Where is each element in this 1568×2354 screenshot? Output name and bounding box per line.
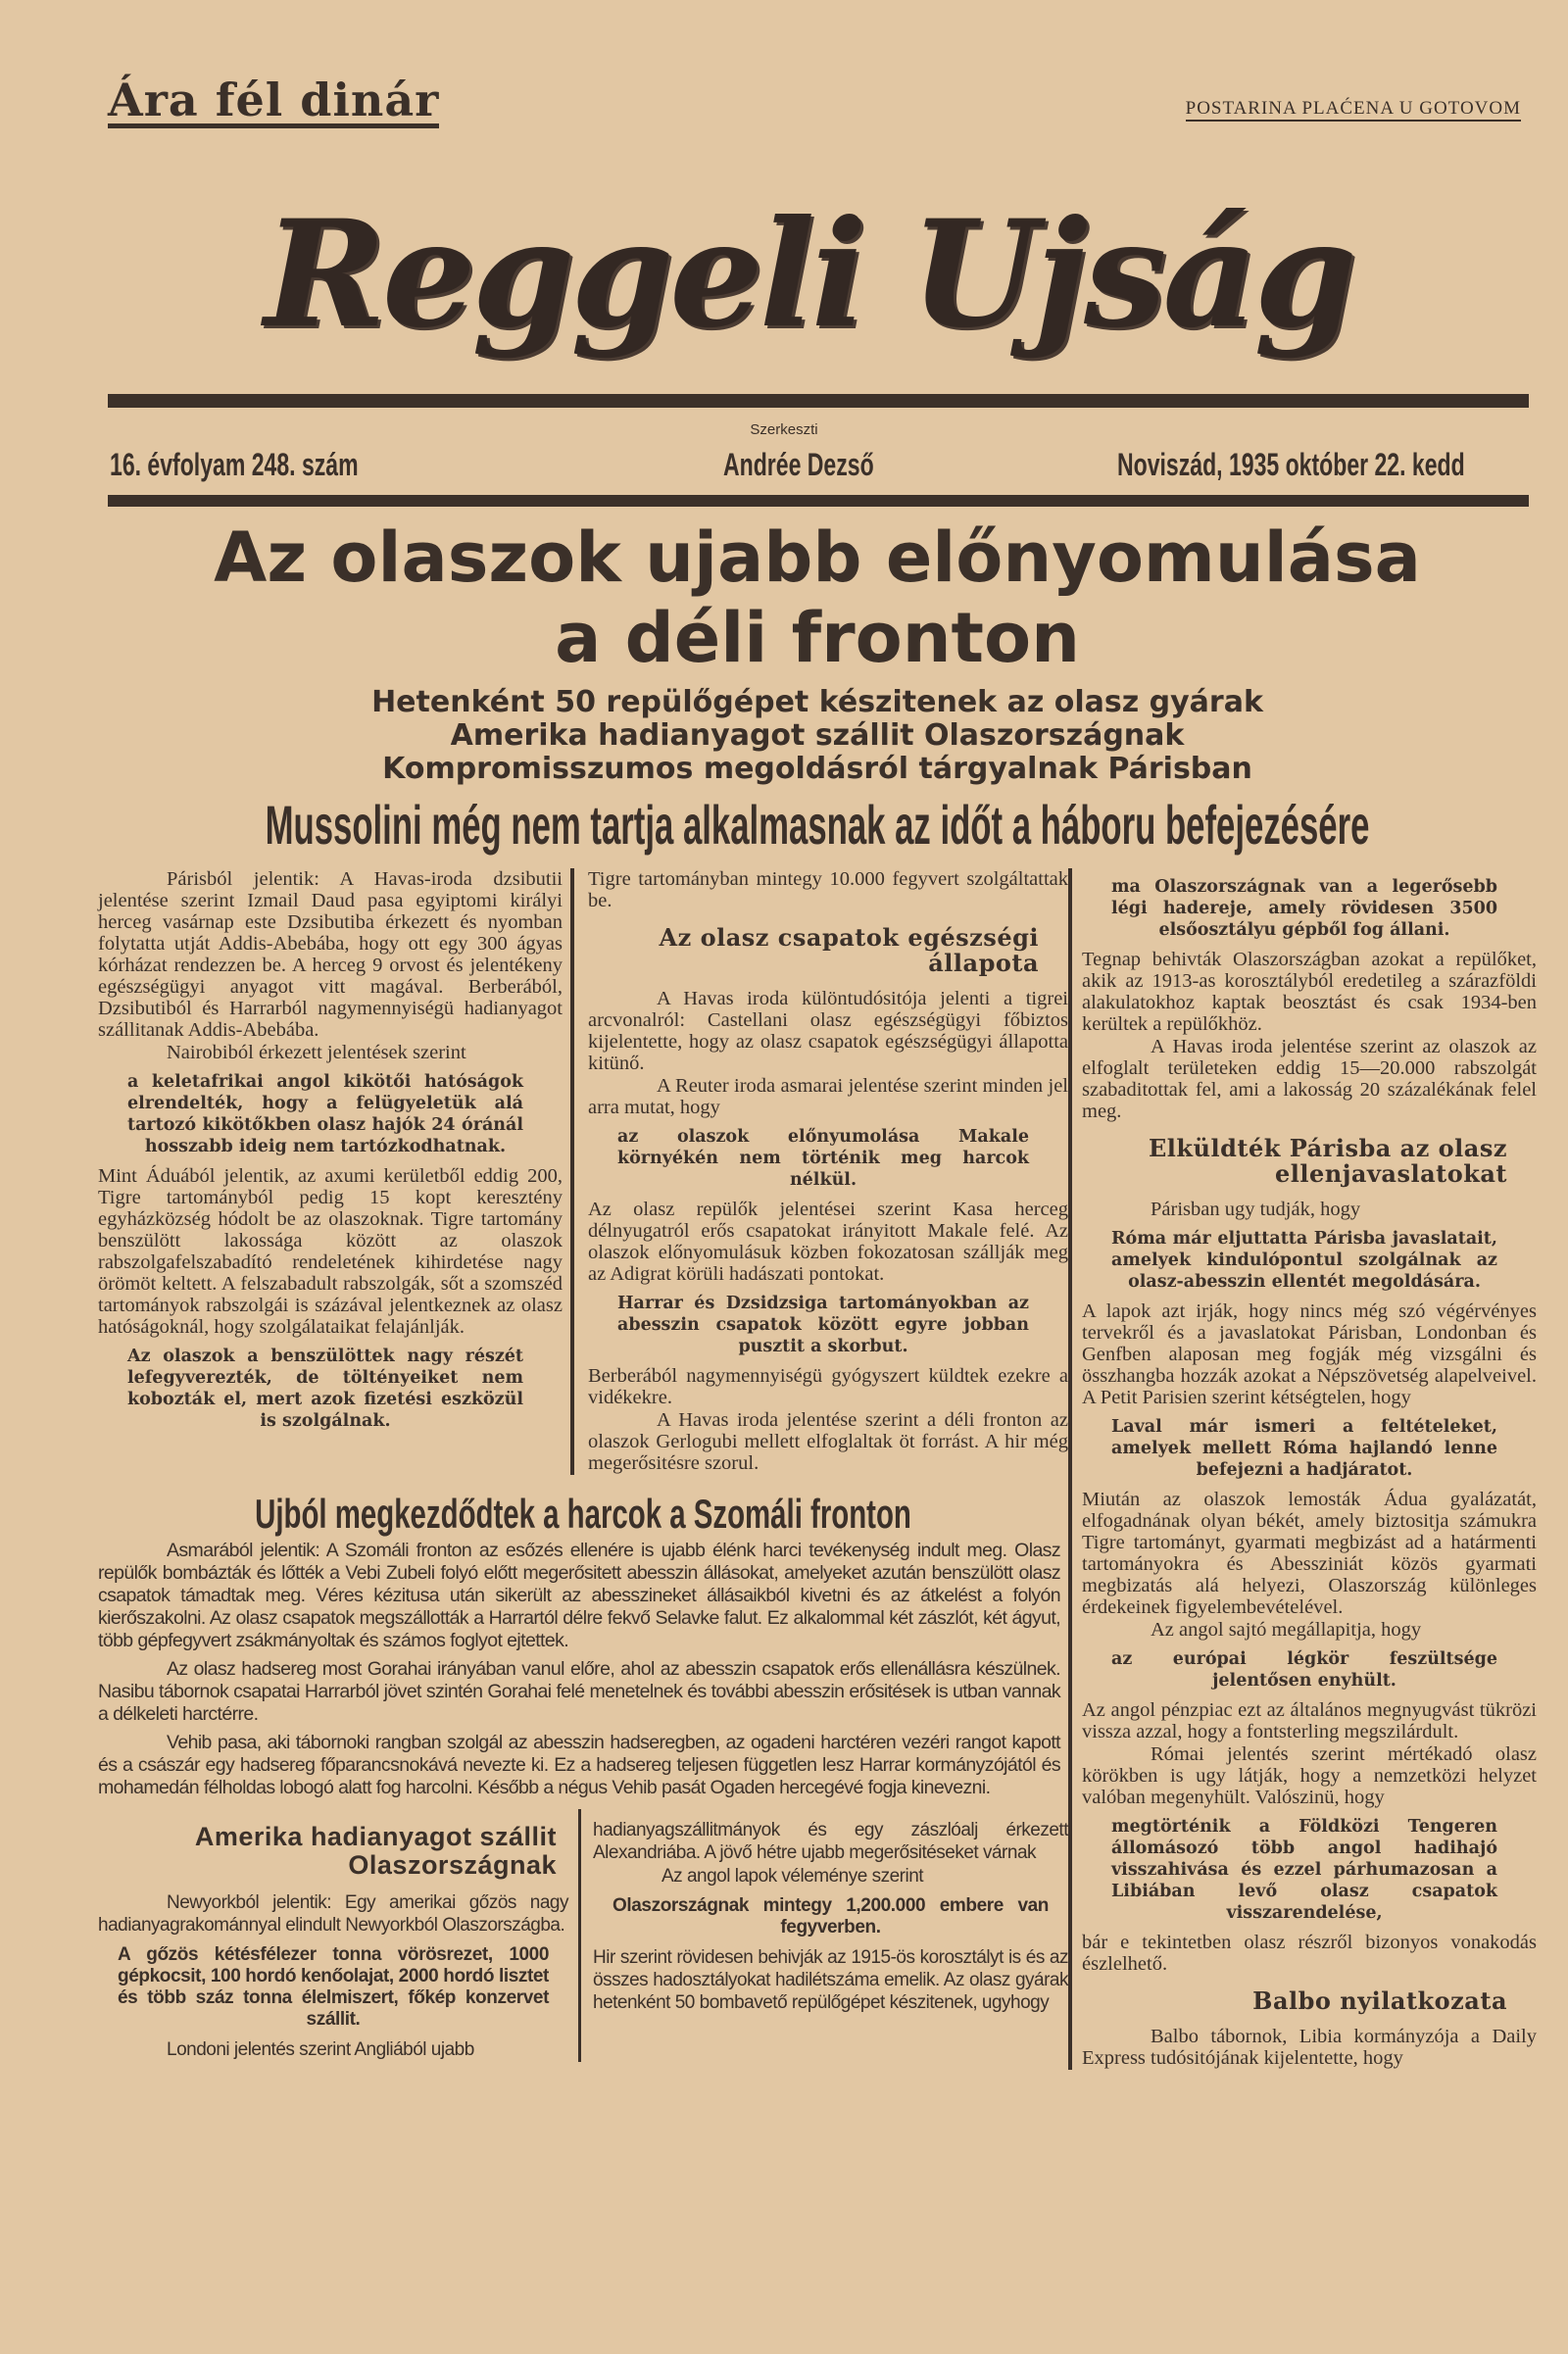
article-paragraph: Párisban ugy tudják, hogy xyxy=(1151,1199,1361,1220)
volume-number: 16. évfolyam 248. szám xyxy=(110,447,359,482)
somali-front-heading xyxy=(98,1491,1068,1540)
highlighted-paragraph: Olaszországnak mintegy 1,200.000 embere van fegyverben. xyxy=(612,1895,1049,1937)
highlighted-paragraph: megtörténik a Földközi Tengeren állomásozó több angol hadihajó visszahivása és ezzel párhumazosan a Libiában levő olasz csapatok visszarendelése, xyxy=(1111,1817,1497,1923)
postage-note: POSTARINA PLAĆENA U GOTOVOM xyxy=(1186,98,1521,122)
article-paragraph: A lapok azt irják, hogy nincs még szó végérvényes tervekről és a javaslatokat Párisban, Londonban és Genfben alaposan meg fogják még vizsgálni és összhangba hozzák azokat a Népszövetség alapelveivel. A Petit Parisien szerint kétségtelen, hogy xyxy=(1082,1300,1537,1408)
highlighted-paragraph: Az olaszok a benszülöttek nagy részét lefegyverezték, de töltényeiket nem kobozták el, mert azok fizetési eszközül is szolgálnak. xyxy=(127,1347,523,1431)
article-paragraph: Berberából nagymennyiségü gyógyszert küldtek ezekre a vidékekre. xyxy=(588,1365,1068,1408)
article-column-3 xyxy=(1068,868,1537,2070)
article-paragraph: A Havas iroda különtudósitója jelenti a tigrei arcvonalról: Castellani olasz egészségügyi főbiztos kijelentette, hogy az olasz csapatok egészségügyi állapotta kitünő. xyxy=(588,988,1068,1074)
subheadline: Hetenként 50 repülőgépet készitenek az olasz gyárak xyxy=(371,685,1263,719)
article-paragraph: Miután az olaszok lemosták Ádua gyalázatát, elfogadnának olyan békét, amely biztositja számukra Tigre tartományt, gyarmati megbizást ad a határmenti tartományokra és Abessziniát közös gyarmati megbizatás alá helyezi, Olaszország különleges érdekeinek figyelembevételével. xyxy=(1082,1489,1537,1618)
section-heading: Amerika hadianyagot szállit Olaszországnak xyxy=(194,1822,557,1880)
article-paragraph: bár e tekintetben olasz részről bizonyos vonakodás észlelhető. xyxy=(1082,1932,1537,1975)
section-heading: Elküldték Párisba az olasz ellenjavaslatokat xyxy=(1149,1134,1507,1188)
america-article-column-continued xyxy=(578,1809,1068,2062)
highlighted-paragraph: A gőzös kétésfélezer tonna vörösrezet, 1000 gépkocsit, 100 hordó kenőolajat, 2000 hordó lisztet és több száz tonna élelmiszert, főkép konzervet szállit. xyxy=(118,1944,549,2030)
highlighted-paragraph: az európai légkör feszültsége jelentősen enyhült. xyxy=(1111,1649,1497,1691)
deck-headline: Mussolini még nem tartja alkalmasnak az időt a háboru befejezésére xyxy=(265,794,1370,856)
price-label: Ára fél dinár xyxy=(108,74,440,126)
article-paragraph: Az olasz repülők jelentései szerint Kasa herceg délnyugatról erős csapatokat irányitott Makale felé. Az olaszok előnyomulásuk közben fokozatosan szállják meg az Adigrat körüli hadászati pontokat. xyxy=(588,1199,1068,1285)
section-heading: Az olasz csapatok egészségi állapota xyxy=(659,923,1039,977)
upper-columns-row xyxy=(98,868,1068,1475)
headline-line: a déli fronton xyxy=(555,598,1080,678)
article-column-2 xyxy=(570,868,1068,1475)
highlighted-paragraph: Róma már eljuttatta Párisba javaslatait, amelyek kindulópontul szolgálnak az olasz-abesszin ellentét megoldására. xyxy=(1111,1229,1497,1292)
article-paragraph: Asmarából jelentik: A Szomáli fronton az esőzés ellenére is ujabb élénk harci tevékenység indult meg. Olasz repülők bombázták és lőtték a Vebi Zubeli folyó előtt megerősitett abesszin állásokat, amelyeket azután benszülött olasz csapatok támadtak meg. Véres kézitusa után sikerült az abesszineket állásaikból kivetni és az átkelést a folyón kierőszakolni. Az olasz csapatok megszállották a Harrartól délre fekvő Selavke falut. Ez alkalommal két zászlót, két ágyut, több gépfegyvert zsákmányoltak és számos foglyot ejtettek. xyxy=(98,1540,1060,1651)
article-paragraph: Vehib pasa, aki tábornoki rangban szolgál az abesszin hadseregben, az ogadeni harctéren vezéri rangot kapott és a császár egy hadsereg főparancsnokává nevezte ki. Ez a hadsereg teljesen független lesz Harrar kormányzójától és mohamedán félholdas lobogó alatt fog harcolni. Később a négus Vehib pasát Ogaden hercegévé fogja kinevezni. xyxy=(98,1732,1060,1798)
left-article-area xyxy=(98,868,1068,2062)
america-article-column xyxy=(98,1809,578,2062)
article-paragraph: Tegnap behivták Olaszországban azokat a repülőket, akik az 1913-as korosztályból eredetileg a szárazföldi alakulatokhoz kaptak beosztást és csak 1934-ben kerültek a repülőkhöz. xyxy=(1082,949,1537,1035)
highlighted-paragraph: Laval már ismeri a feltételeket, amelyek mellett Róma hajlandó lenne befejezni a hadjáratot. xyxy=(1111,1417,1497,1480)
article-paragraph: Az angol pénzpiac ezt az általános megnyugvást tükrözi vissza azzal, hogy a fontsterling megszilárdult. xyxy=(1082,1699,1537,1742)
main-headline xyxy=(98,517,1537,678)
article-paragraph: Párisból jelentik: A Havas-iroda dzsibutii jelentése szerint Izmail Daud pasa egyiptomi királyi herceg vasárnap este Dzsibutiba érkezett és nyomban folytatta utját Addis-Abebába, hogy ott egy 300 ágyas kórházat rendezzen be. A herceg 9 orvost és jelentékeny egészségügyi anyagot vitt magával. Berberából, Dzsibutiból és Harrarból nagymennyiségü hadianyagot szállitanak Addis-Abebába. xyxy=(98,868,563,1041)
highlighted-paragraph: az olaszok előnyumolása Makale környékén nem történik meg harcok nélkül. xyxy=(617,1127,1029,1190)
article-paragraph: A Reuter iroda asmarai jelentése szerint minden jel arra mutat, hogy xyxy=(588,1075,1068,1118)
article-paragraph: Balbo tábornok, Libia kormányzója a Daily Express tudósitójának kijelentette, hogy xyxy=(1082,2026,1537,2069)
subheadline: Amerika hadianyagot szállit Olaszországnak xyxy=(450,718,1185,753)
subheadlines xyxy=(98,686,1537,786)
article-columns xyxy=(98,868,1537,2070)
article-paragraph: Mint Áduából jelentik, az axumi kerületből eddig 200, Tigre tartományból pedig 15 kopt keresztény egyházközség hódolt be az olaszoknak. Tigre tartomány benszülött lakossága között az olaszok rabszolgafelszabadító rendeletének kihirdetése nagy örömöt keltett. A felszabadult rabszolgák, sőt a szomszéd tartományok rabszolgái is százával jelentkeznek az olasz hatóságoknál, hogy szolgálataikat felajánlják. xyxy=(98,1165,563,1338)
article-paragraph: Newyorkból jelentik: Egy amerikai gőzös nagy hadianyagrakománnyal elindult Newyorkból Olaszországba. xyxy=(98,1892,568,1936)
article-paragraph: Hir szerint rövidesen behivják az 1915-ös korosztályt is és az összes hadosztályokat hadilétszáma emelik. Az olasz gyárak hetenként 50 bombavető repülőgépet készitenek, ugyhogy xyxy=(593,1947,1068,2013)
header-rule xyxy=(108,495,1529,507)
newspaper-masthead: Reggeli Ujság xyxy=(264,188,1353,361)
article-paragraph: Római jelentés szerint mértékadó olasz körökben is ugy látják, hogy a nemzetközi helyzet valóban megenyhült. Valószinü, hogy xyxy=(1082,1743,1537,1808)
dateline: Noviszád, 1935 október 22. kedd xyxy=(1117,447,1465,482)
somali-front-article xyxy=(98,1540,1068,1799)
article-paragraph: A Havas iroda jelentése szerint az olaszok az elfoglalt területeken eddig 15—20.000 rabszolgát szabaditottak fel, ami a lakosság 20 százalékának felel meg. xyxy=(1082,1036,1537,1122)
headline-line: Az olaszok ujabb előnyomulása xyxy=(214,517,1421,598)
article-column-1 xyxy=(98,868,570,1475)
deck-headline-wrapper xyxy=(98,796,1537,857)
subheadline: Kompromisszumos megoldásról tárgyalnak Párisban xyxy=(382,752,1252,786)
article-paragraph: A Havas iroda jelentése szerint a déli fronton az olaszok Gerlogubi mellett elfoglaltak öt forrást. A hir még megerősitésre szorul. xyxy=(588,1409,1068,1474)
article-paragraph: Tigre tartományban mintegy 10.000 fegyvert szolgáltattak be. xyxy=(588,868,1068,911)
front-page-content xyxy=(98,517,1537,2070)
article-paragraph: hadianyagszállitmányok és egy zászlóalj érkezett Alexandriába. A jövő hétre ujabb megerősitéseket várnak xyxy=(593,1820,1068,1863)
article-paragraph: Londoni jelentés szerint Angliából ujabb xyxy=(167,2039,474,2060)
masthead-rule xyxy=(108,394,1529,408)
somali-heading-text: Ujból megkezdődtek a harcok a Szomáli fronton xyxy=(255,1491,911,1537)
highlighted-paragraph: a keletafrikai angol kikötői hatóságok elrendelték, hogy a felügyeletük alá tartozó kikötőkben olasz hajók 24 óránál hosszabb ideig nem tartózkodhatnak. xyxy=(127,1072,523,1156)
article-paragraph: Az angol lapok véleménye szerint xyxy=(662,1866,924,1887)
editor-name: Andrée Dezső xyxy=(723,447,874,482)
section-heading: Balbo nyilatkozata xyxy=(1252,1986,1507,2015)
highlighted-paragraph: ma Olaszországnak van a legerősebb légi hadereje, amely rövidesen 3500 elsőosztályu gépből fog állani. xyxy=(1111,877,1497,940)
article-paragraph: Nairobiból érkezett jelentések szerint xyxy=(167,1042,466,1063)
editor-caption: Szerkeszti xyxy=(750,421,818,438)
article-paragraph: Az angol sajtó megállapitja, hogy xyxy=(1151,1619,1422,1641)
lower-columns-row xyxy=(98,1809,1068,2062)
highlighted-paragraph: Harrar és Dzsidzsiga tartományokban az abesszin csapatok között egyre jobban pusztit a skorbut. xyxy=(617,1294,1029,1356)
article-paragraph: Az olasz hadsereg most Gorahai irányában vanul előre, ahol az abesszin csapatok erős ellenállásra készülnek. Nasibu tábornok csapatai Harrarból jövet szintén Gorahai felé menetelnek és további abesszin erősitések is utban vannak a délkeleti harctérre. xyxy=(98,1658,1060,1725)
